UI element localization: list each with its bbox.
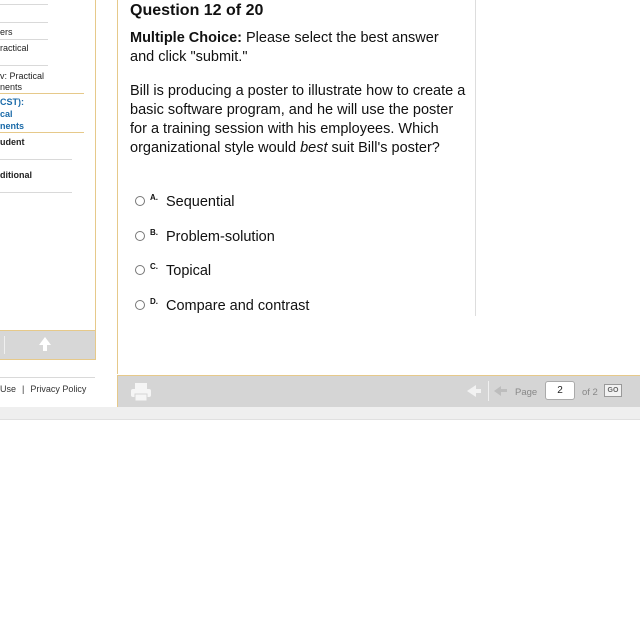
instructions-text: Please select the best answer and click "submit.": [130, 30, 439, 65]
sidebar-item[interactable]: nents: [0, 82, 23, 92]
sidebar-divider: [0, 93, 84, 94]
question-title: Question 12 of 20: [130, 2, 264, 19]
sidebar-item-active[interactable]: CST):: [0, 97, 24, 107]
sidebar-divider: [0, 39, 48, 40]
sidebar-item[interactable]: ditional: [0, 170, 32, 180]
question-text-part: Bill is producing a poster to illustrate how to create a basic software program, and he will use the poster for a training session with his employees. Which organizational style would: [130, 83, 466, 156]
sidebar-divider: [0, 4, 48, 5]
choice-letter: D.: [150, 297, 158, 306]
sidebar-divider: [0, 159, 72, 160]
radio-button[interactable]: [135, 196, 145, 206]
choice-label[interactable]: Sequential: [166, 194, 235, 210]
sidebar-item-active[interactable]: cal: [0, 109, 13, 119]
sidebar-item[interactable]: ers: [0, 27, 13, 37]
sidebar-divider: [0, 65, 48, 66]
page-label: Page: [515, 387, 538, 398]
radio-button[interactable]: [135, 265, 145, 275]
page-number-input[interactable]: 2: [545, 381, 575, 400]
question-emphasis: best: [300, 140, 328, 156]
sidebar-divider: [0, 192, 72, 193]
go-button[interactable]: GO: [604, 384, 622, 397]
toolbar-divider: [488, 381, 489, 401]
question-panel: [117, 0, 640, 374]
link-separator: |: [22, 384, 25, 394]
sidebar-footer-bar: [0, 330, 95, 360]
choice-letter: C.: [150, 262, 158, 271]
page-bottom-strip: [0, 407, 640, 419]
page-bottom-divider: [0, 419, 640, 420]
instructions-label: Multiple Choice:: [130, 30, 242, 46]
instructions: [130, 29, 465, 67]
sidebar: [0, 0, 96, 360]
choice-letter: B.: [150, 228, 158, 237]
radio-button[interactable]: [135, 300, 145, 310]
links-divider: [0, 377, 95, 378]
choice-label[interactable]: Topical: [166, 263, 212, 279]
choice-letter: A.: [150, 193, 158, 202]
choice-label[interactable]: Compare and contrast: [166, 298, 310, 314]
radio-button[interactable]: [135, 231, 145, 241]
choice-label[interactable]: Problem-solution: [166, 229, 275, 245]
privacy-policy-link[interactable]: Privacy Policy: [30, 384, 87, 394]
question-content: [130, 0, 476, 316]
question-text-part: suit Bill's poster?: [327, 140, 440, 156]
sidebar-item[interactable]: udent: [0, 137, 25, 147]
bottom-toolbar: [117, 375, 640, 408]
print-icon[interactable]: [130, 382, 152, 402]
sidebar-item-active[interactable]: nents: [0, 121, 25, 131]
sidebar-divider: [0, 132, 84, 133]
sidebar-item[interactable]: v: Practical: [0, 71, 45, 81]
footer-divider: [4, 336, 5, 354]
terms-of-use-link[interactable]: Use: [0, 384, 17, 394]
sidebar-item[interactable]: ractical: [0, 43, 29, 53]
question-text: [130, 82, 470, 158]
footer-links: [0, 384, 86, 394]
page-count: of 2: [582, 387, 598, 398]
sidebar-divider: [0, 22, 48, 23]
